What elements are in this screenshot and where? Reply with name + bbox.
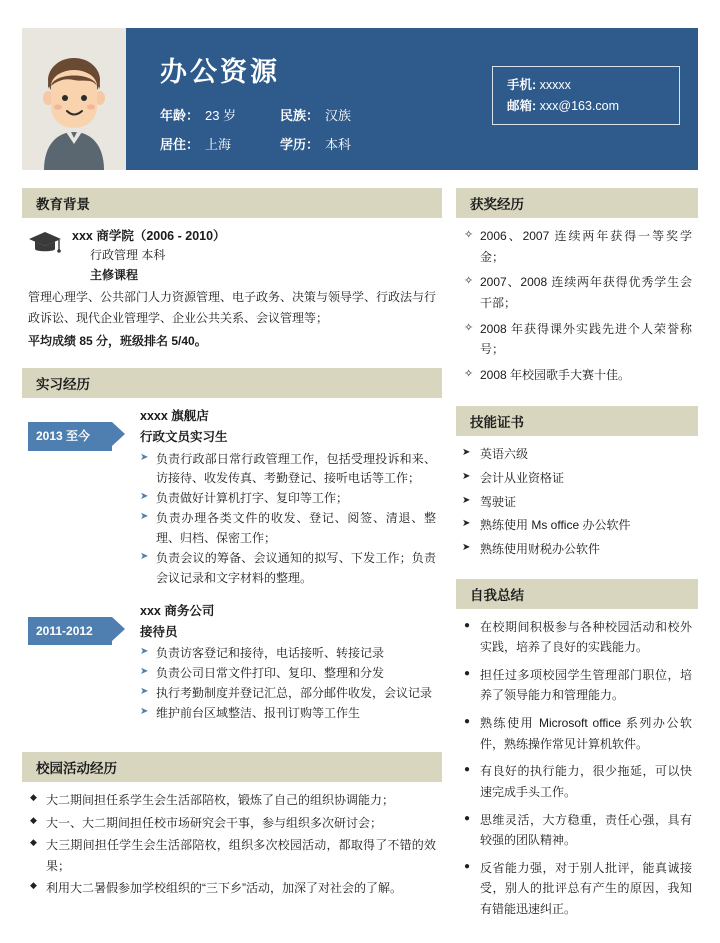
list-item: ● 思维灵活，大方稳重，责任心强，具有较强的团队精神。: [462, 810, 692, 851]
internship-role: 接待员: [140, 624, 178, 639]
section-summary: [456, 579, 698, 931]
section-title-campus: 校园活动经历: [22, 752, 442, 782]
awards-list: [462, 226, 692, 385]
internship-entry: [28, 601, 436, 724]
header-main: [126, 28, 698, 170]
section-skills: [456, 406, 698, 566]
list-item: ● 在校期间积极参与各种校园活动和校外实践，培养了良好的实践能力。: [462, 617, 692, 658]
list-item: ◆ 利用大二暑假参加学校组织的“三下乡”活动，加深了对社会的了解。: [28, 878, 436, 899]
contact-phone: 手机: xxxxx: [507, 78, 571, 92]
internship-period-badge: 2013 至今: [28, 422, 112, 451]
list-item: ➤ 执行考勤制度并登记汇总，部分邮件收发，会议记录: [140, 684, 436, 704]
education-courses-label: 主修课程: [90, 267, 139, 282]
list-item: ➤ 负责访客登记和接待，电话接听、转接记录: [140, 644, 436, 664]
info-ethnicity: 民族： 汉族: [280, 108, 352, 123]
contact-email: 邮箱: xxx@163.com: [507, 98, 620, 113]
avatar: [22, 28, 126, 170]
list-item: ➤ 负责公司日常文件打印、复印、整理和分发: [140, 664, 436, 684]
list-item: ➤ 会计从业资格证: [462, 468, 692, 489]
internship-entry: [28, 406, 436, 589]
list-item: ● 反省能力强，对于别人批评，能真诚接受，别人的批评总有产生的原因，我知有错能迅速纠正。: [462, 858, 692, 920]
list-item: ◆ 大二期间担任系学生会生活部陪枚，锻炼了自己的组织协调能力；: [28, 790, 436, 811]
section-title-summary: 自我总结: [456, 579, 698, 609]
internship-company: xxxx 旗舰店: [140, 409, 209, 423]
list-item: ● 有良好的执行能力，很少拖延，可以快速完成手头工作。: [462, 761, 692, 802]
resume-header: [22, 28, 698, 170]
list-item: ➤ 驾驶证: [462, 492, 692, 513]
right-column: [456, 188, 698, 943]
list-item: ➤ 英语六级: [462, 444, 692, 465]
page-title: 办公资源: [160, 57, 280, 87]
education-school: xxx 商学院（2006 - 2010）: [72, 229, 226, 243]
list-item: ✧ 2008 年获得课外实践先进个人荣誉称号；: [462, 319, 692, 360]
list-item: ➤ 维护前台区域整洁、报刊订购等工作生: [140, 704, 436, 724]
education-courses: 管理心理学、公共部门人力资源管理、电子政务、决策与领导学、行政法与行政诉讼、现代企业管理学、企业公共关系、会议管理等；: [28, 290, 437, 325]
internship-role: 行政文员实习生: [140, 429, 228, 444]
list-item: ◆ 大一、大二期间担任校市场研究会干事，参与组织多次研讨会；: [28, 813, 436, 834]
section-title-skills: 技能证书: [456, 406, 698, 436]
internship-duties: [140, 450, 436, 589]
list-item: ➤ 负责行政部日常行政管理工作，包括受理投诉和来、访接待、收发传真、考勤登记、接听电话等工作；: [140, 450, 436, 490]
section-title-education: 教育背景: [22, 188, 442, 218]
list-item: ➤ 负责会议的筹备、会议通知的拟写、下发工作；负责会议记录和文字材料的整理。: [140, 549, 436, 589]
graduation-cap-icon: [28, 230, 64, 263]
info-residence: 居住： 上海: [160, 137, 232, 152]
list-item: ✧ 2006、2007 连续两年获得一等奖学金；: [462, 226, 692, 267]
list-item: ✧ 2007、2008 连续两年获得优秀学生会干部；: [462, 272, 692, 313]
list-item: ➤ 熟练使用 Ms office 办公软件: [462, 515, 692, 536]
section-awards: [456, 188, 698, 394]
education-score: 平均成绩 85 分，班级排名 5/40。: [28, 334, 207, 349]
campus-list: [28, 790, 436, 899]
internship-company: xxx 商务公司: [140, 603, 215, 618]
left-column: [22, 188, 442, 917]
contact-box: [492, 66, 680, 125]
skills-list: [462, 444, 692, 559]
info-age: 年龄： 23 岁: [160, 108, 237, 123]
info-degree: 学历： 本科: [280, 137, 352, 152]
section-title-internship: 实习经历: [22, 368, 442, 398]
avatar-icon: [22, 28, 126, 170]
list-item: ➤ 负责做好计算机打字、复印等工作；: [140, 489, 436, 509]
list-item: ✧ 2008 年校园歌手大赛十佳。: [462, 365, 692, 386]
section-education: [22, 188, 442, 356]
list-item: ● 熟练使用 Microsoft office 系列办公软件，熟练操作常见计算机软件。: [462, 713, 692, 754]
internship-duties: [140, 644, 436, 724]
education-major: 行政管理 本科: [90, 248, 166, 263]
internship-period-badge: 2011-2012: [28, 617, 112, 646]
resume-body: [22, 188, 698, 943]
list-item: ● 担任过多项校园学生管理部门职位，培养了领导能力和管理能力。: [462, 665, 692, 706]
list-item: ➤ 熟练使用财税办公软件: [462, 539, 692, 560]
list-item: ◆ 大三期间担任学生会生活部陪枚，组织多次校园活动，都取得了不错的效果；: [28, 835, 436, 876]
summary-list: [462, 617, 692, 920]
section-campus: [22, 752, 442, 905]
section-internship: [22, 368, 442, 740]
section-title-awards: 获奖经历: [456, 188, 698, 218]
list-item: ➤ 负责办理各类文件的收发、登记、阅签、清退、整理、归档、保密工作；: [140, 509, 436, 549]
